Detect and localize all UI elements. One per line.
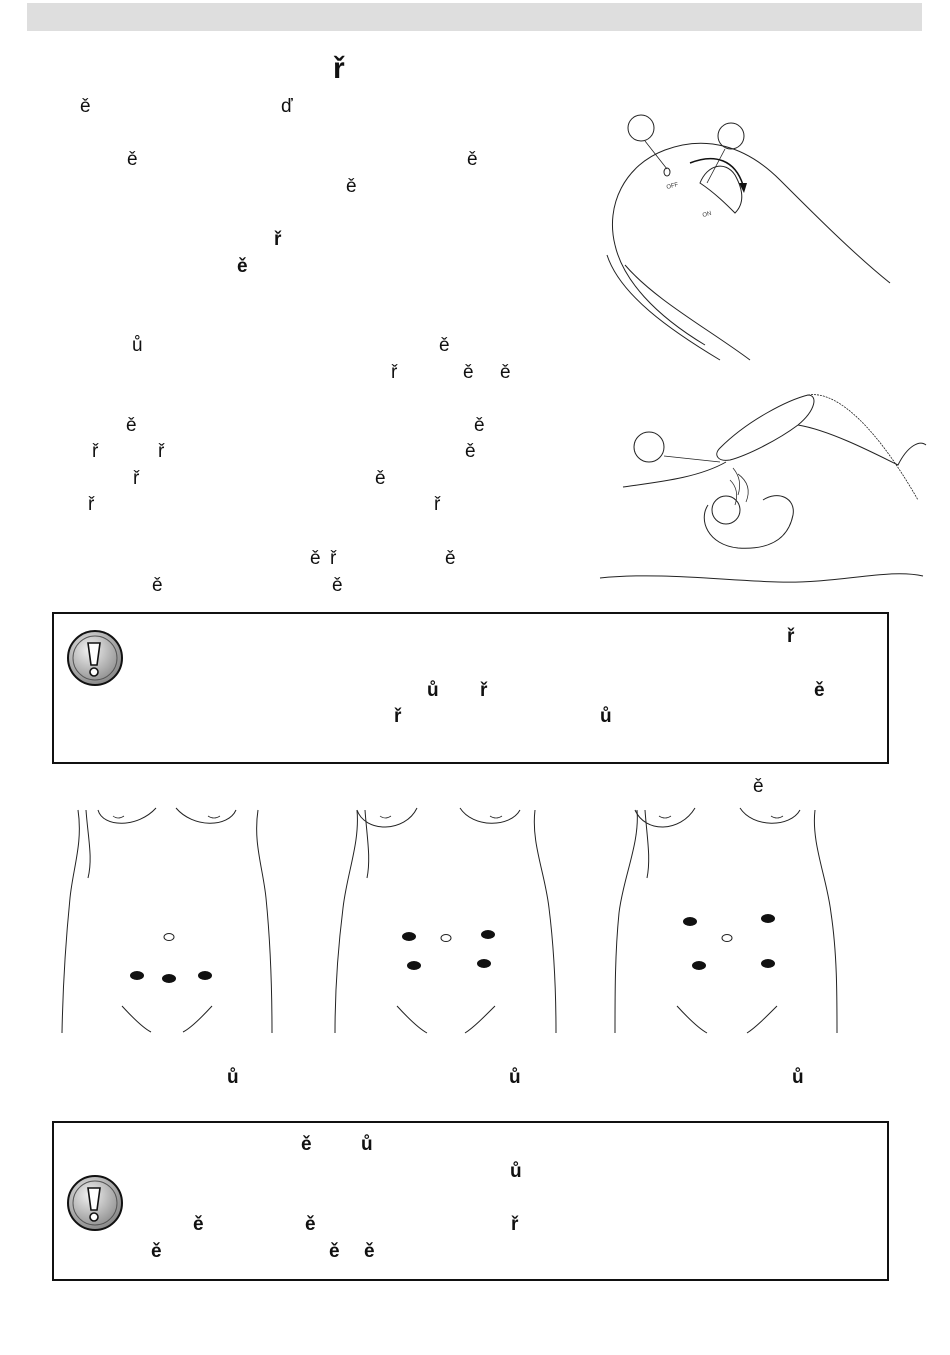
text-glyph: ě [152,575,163,596]
text-glyph: ů [132,335,143,356]
warning-glyph: ř [511,1214,519,1235]
figure-caption: ů [227,1067,239,1088]
probe-on-belly-illustration [598,390,926,595]
warning-glyph: ě [193,1214,204,1235]
torso-outline [58,808,276,1038]
warning-glyph: ě [329,1241,340,1262]
text-glyph-bold: ř [274,229,282,250]
text-glyph: ě [310,548,321,569]
text-glyph: ě [465,441,476,462]
text-glyph: ř [92,441,99,462]
warning-glyph: ě [814,680,825,701]
page-title: ř [333,52,345,85]
probe-position-dot [198,971,212,980]
probe-position-dot [130,971,144,980]
warning-glyph: ř [480,680,488,701]
warning-box [52,1121,889,1281]
probe-position-dot [407,961,421,970]
warning-glyph: ř [394,706,402,727]
text-glyph: ř [330,548,337,569]
belly-figure-2 [335,808,557,1038]
probe-position-dot [683,917,697,926]
figures-caption-glyph: ě [753,776,764,797]
warning-glyph: ů [510,1161,522,1182]
header-bar [27,3,922,31]
text-glyph: ě [332,575,343,596]
warning-box [52,612,889,764]
probe-position-dot [692,961,706,970]
off-label: OFF [665,182,680,191]
probe-position-dot [761,959,775,968]
text-glyph: ě [346,176,357,197]
warning-glyph: ě [364,1241,375,1262]
figure-caption: ů [509,1067,521,1088]
figure-caption: ů [792,1067,804,1088]
torso-outline [335,808,557,1038]
exclamation-warning-icon [66,629,124,687]
exclamation-warning-icon [66,1174,124,1232]
text-glyph: ě [127,149,138,170]
warning-glyph: ů [427,680,439,701]
text-glyph: ř [158,441,165,462]
warning-glyph: ě [305,1214,316,1235]
probe-position-dot [162,974,176,983]
text-glyph: ě [500,362,511,383]
belly-figure-1 [58,808,276,1038]
text-glyph: ě [445,548,456,569]
text-glyph: ř [133,468,140,489]
text-glyph: ě [463,362,474,383]
probe-position-dot [481,930,495,939]
text-glyph-bold: ě [237,256,248,277]
text-glyph: ě [439,335,450,356]
text-glyph: ě [126,415,137,436]
text-glyph: ř [391,362,398,383]
text-glyph: ě [467,149,478,170]
warning-glyph: ě [151,1241,162,1262]
text-glyph: ř [434,494,441,515]
probe-position-dot [761,914,775,923]
text-glyph: ď [281,96,293,117]
probe-position-dot [477,959,491,968]
doppler-device-illustration [595,105,905,365]
text-glyph: ř [88,494,95,515]
probe-position-dot [402,932,416,941]
text-glyph: ě [474,415,485,436]
warning-glyph: ř [787,626,795,647]
warning-glyph: ů [600,706,612,727]
warning-glyph: ů [361,1134,373,1155]
warning-glyph: ě [301,1134,312,1155]
torso-outline [615,808,839,1038]
text-glyph: ě [80,96,91,117]
text-glyph: ě [375,468,386,489]
on-label: ON [701,210,713,219]
belly-figure-3 [615,808,839,1038]
